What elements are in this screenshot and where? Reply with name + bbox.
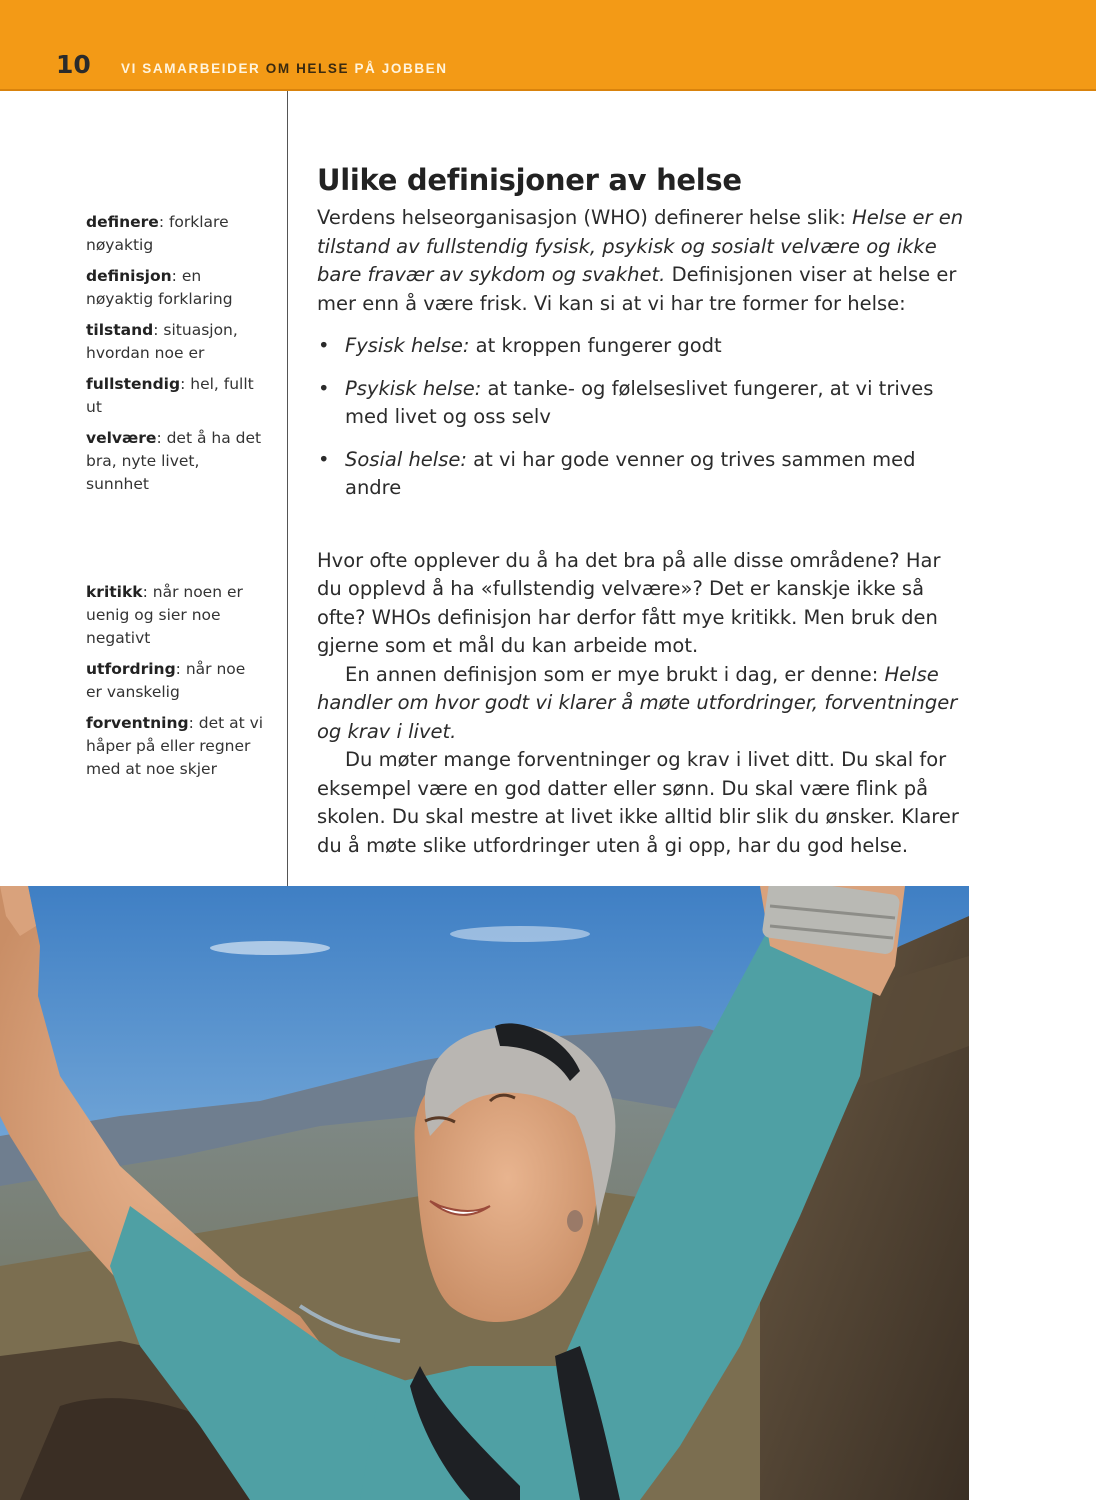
- glossary-definition: : det at vi håper på eller regner med at noe skjer: [86, 714, 264, 778]
- glossary-entry: [86, 319, 266, 365]
- glossary-top: [86, 211, 266, 504]
- list-item-label: Sosial helse:: [345, 447, 467, 471]
- list-item: [317, 446, 967, 503]
- para2-text: En annen definisjon som er mye brukt i dag, er denne:: [345, 662, 885, 686]
- intro-text-rest: Definisjonen viser at helse er mer enn å være frisk. Vi kan si at vi har tre former for helse:: [317, 263, 957, 315]
- glossary-term: utfordring: [86, 660, 176, 678]
- body-paragraph-3: Du møter mange forventninger og krav i livet ditt. Du skal for eksempel være en god datter eller sønn. Du skal være flink på skolen. Du skal mestre at livet ikke alltid blir slik du ønsker. Klarer du å møte slike utfordringer uten å gi opp, har du god helse.: [317, 748, 959, 857]
- list-item-label: Fysisk helse:: [345, 334, 470, 357]
- glossary-term: definisjon: [86, 267, 172, 285]
- running-head-part3: PÅ JOBBEN: [354, 61, 448, 76]
- health-forms-list: [317, 332, 967, 503]
- glossary-definition: : når noe er vanskelig: [86, 660, 246, 701]
- glossary-definition: : situasjon, hvordan noe er: [86, 321, 238, 362]
- glossary-bottom: [86, 581, 266, 789]
- section-title: Ulike definisjoner av helse: [317, 163, 742, 197]
- glossary-definition: : når noen er uenig og sier noe negativt: [86, 583, 243, 647]
- main-column: [317, 160, 967, 860]
- glossary-entry: [86, 581, 266, 650]
- running-head-part1: VI SAMARBEIDER: [121, 61, 261, 76]
- header-bar: [0, 0, 1096, 91]
- glossary-definition: : forklare nøyaktig: [86, 213, 229, 254]
- glossary-entry: [86, 658, 266, 704]
- intro-paragraph: [317, 204, 967, 318]
- glossary-term: velvære: [86, 429, 157, 447]
- list-item-text: at vi har gode venner og trives sammen med andre: [345, 447, 916, 499]
- glossary-term: forventning: [86, 714, 189, 732]
- glossary-entry: [86, 211, 266, 257]
- list-item: [317, 332, 967, 361]
- body-paragraph-1: Hvor ofte opplever du å ha det bra på alle disse områdene? Har du opplevd å ha «fullstendig velvære»? Det er kanskje ikke så ofte? WHOs definisjon har derfor fått mye kritikk. Men bruk den gjerne som et mål du kan arbeide mot.: [317, 548, 941, 657]
- list-item-text: at tanke- og følelseslivet fungerer, at vi trives med livet og oss selv: [345, 376, 934, 428]
- glossary-term: tilstand: [86, 321, 154, 339]
- photo-woman-celebrating: [0, 886, 969, 1500]
- glossary-entry: [86, 712, 266, 781]
- glossary-term: fullstendig: [86, 375, 181, 393]
- running-head-part2: OM HELSE: [265, 61, 350, 76]
- glossary-definition: : det å ha det bra, nyte livet, sunnhet: [86, 429, 262, 493]
- who-definition: Helse er en tilstand av fullstendig fysisk, psykisk og sosialt velvære og ikke bare fravær av sykdom og svakhet.: [317, 206, 964, 286]
- glossary-definition: : en nøyaktig forklaring: [86, 267, 233, 308]
- intro-text: Verdens helseorganisasjon (WHO) definerer helse slik:: [317, 206, 853, 229]
- glossary-term: kritikk: [86, 583, 143, 601]
- column-divider: [287, 91, 288, 886]
- bullet-icon: •: [318, 334, 330, 357]
- glossary-entry: [86, 265, 266, 311]
- list-item-label: Psykisk helse:: [345, 376, 482, 400]
- glossary-definition: : hel, fullt ut: [86, 375, 254, 416]
- glossary-entry: [86, 373, 266, 419]
- list-item: [317, 375, 967, 432]
- list-item-text: at kroppen fungerer godt: [469, 334, 722, 357]
- running-head: [121, 61, 448, 76]
- bullet-icon: •: [318, 447, 330, 471]
- glossary-entry: [86, 427, 266, 496]
- glossary-term: definere: [86, 213, 159, 231]
- body-paragraph-2: [317, 661, 967, 747]
- bullet-icon: •: [318, 376, 330, 400]
- page-number: 10: [56, 50, 91, 79]
- alternative-definition: Helse handler om hvor godt vi klarer å møte utfordringer, forventninger og krav i livet.: [317, 662, 958, 743]
